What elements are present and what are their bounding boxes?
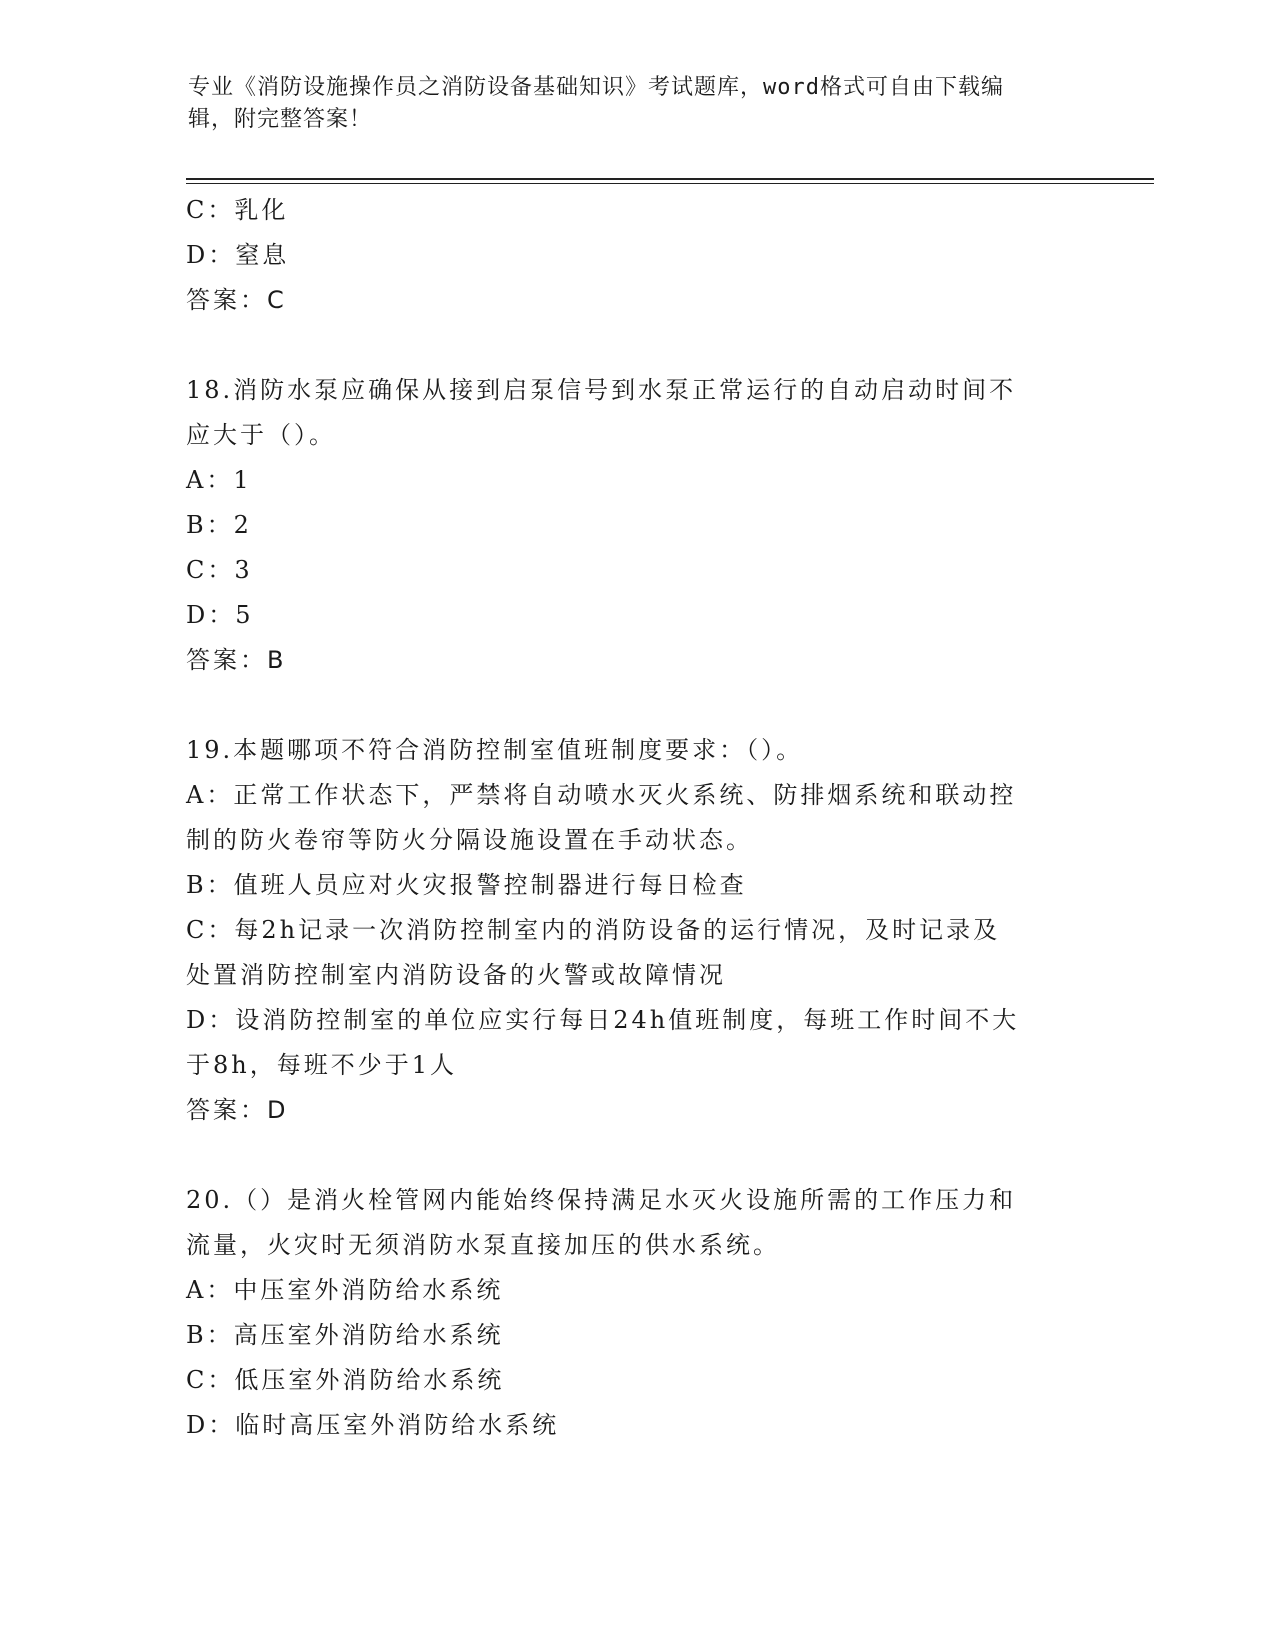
question-stem-continued: 应大于（）。	[186, 421, 336, 449]
document-header	[188, 72, 1088, 136]
option-d-continued: 于8h，每班不少于1人	[186, 1051, 457, 1079]
option-b: B：高压室外消防给水系统	[186, 1321, 504, 1349]
option-d: D：临时高压室外消防给水系统	[186, 1411, 560, 1439]
option-d: D：窒息	[186, 241, 290, 269]
option-c: C：3	[186, 556, 253, 584]
option-a: A：正常工作状态下，严禁将自动喷水灭火系统、防排烟系统和联动控	[186, 781, 1017, 809]
question-content	[186, 188, 1086, 1448]
header-line-1: 专业《消防设施操作员之消防设备基础知识》考试题库，word格式可自由下载编	[188, 75, 1004, 100]
option-a-continued: 制的防火卷帘等防火分隔设施设置在手动状态。	[186, 826, 753, 854]
header-divider-thick	[186, 178, 1154, 180]
answer: 答案：B	[186, 646, 287, 674]
option-c: C：每2h记录一次消防控制室内的消防设备的运行情况，及时记录及	[186, 916, 1001, 944]
previous-question-tail	[186, 188, 1086, 323]
question-19	[186, 728, 1086, 1133]
option-a: A：中压室外消防给水系统	[186, 1276, 504, 1304]
spacer	[186, 323, 1086, 368]
option-b: B：值班人员应对火灾报警控制器进行每日检查	[186, 871, 747, 899]
option-d: D：设消防控制室的单位应实行每日24h值班制度，每班工作时间不大	[186, 1006, 1020, 1034]
question-stem: 20.（）是消火栓管网内能始终保持满足水灭火设施所需的工作压力和	[186, 1186, 1017, 1214]
spacer	[186, 683, 1086, 728]
option-c: C：乳化	[186, 196, 289, 224]
answer: 答案：C	[186, 286, 287, 314]
question-stem: 19.本题哪项不符合消防控制室值班制度要求：（）。	[186, 736, 804, 764]
answer: 答案：D	[186, 1096, 289, 1124]
option-c-continued: 处置消防控制室内消防设备的火警或故障情况	[186, 961, 726, 989]
question-18	[186, 368, 1086, 683]
option-b: B：2	[186, 511, 252, 539]
option-a: A：1	[186, 466, 252, 494]
question-stem-continued: 流量，火灾时无须消防水泵直接加压的供水系统。	[186, 1231, 780, 1259]
spacer	[186, 1133, 1086, 1178]
option-c: C：低压室外消防给水系统	[186, 1366, 505, 1394]
question-stem: 18.消防水泵应确保从接到启泵信号到水泵正常运行的自动启动时间不	[186, 376, 1017, 404]
question-20	[186, 1178, 1086, 1448]
option-d: D：5	[186, 601, 254, 629]
header-divider-thin	[186, 183, 1154, 184]
header-line-2: 辑，附完整答案！	[188, 107, 373, 132]
